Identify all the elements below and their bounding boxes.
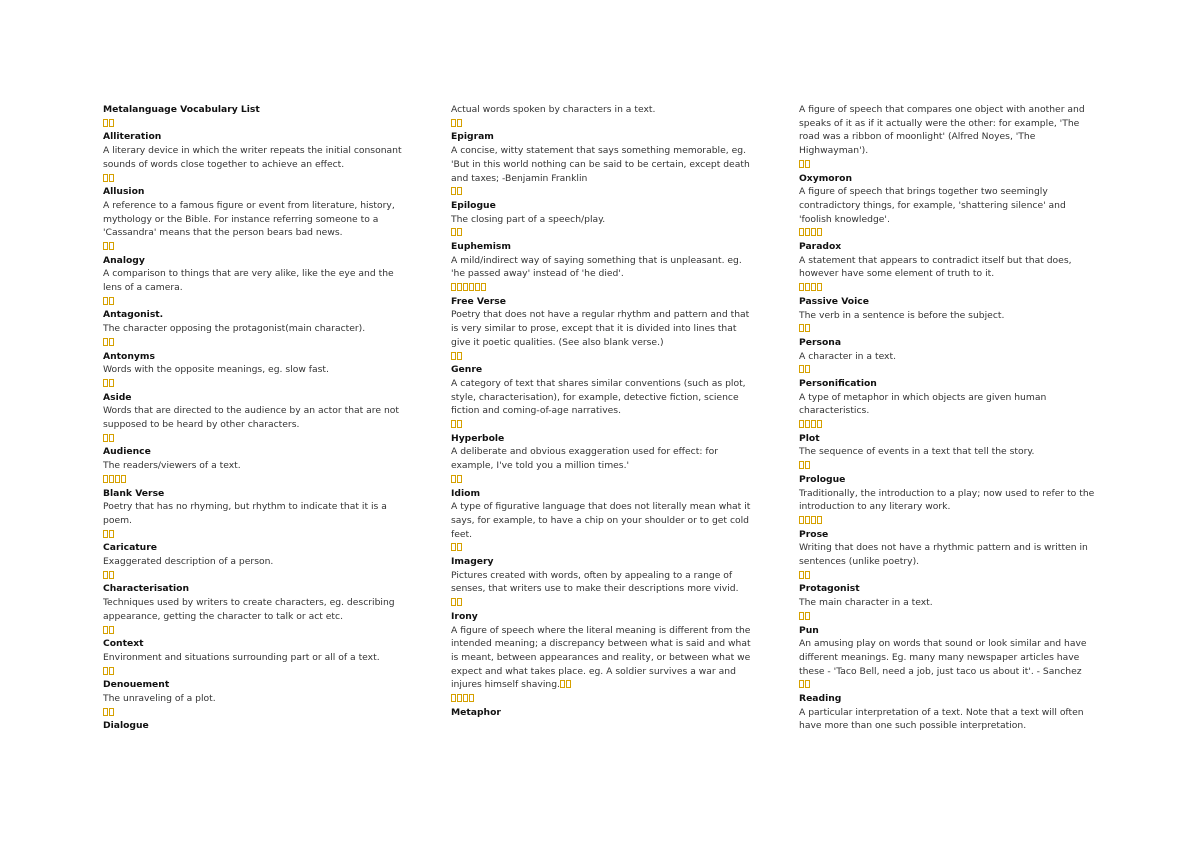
missing-glyph-icon xyxy=(457,598,462,606)
missing-glyph-icon xyxy=(817,420,822,428)
missing-glyph-icon xyxy=(109,174,114,182)
missing-glyph-icon xyxy=(121,475,126,483)
missing-glyph-icon xyxy=(799,160,804,168)
missing-glyph-icon xyxy=(109,530,114,538)
term-heading: Personification xyxy=(799,377,877,389)
term-heading: Free Verse xyxy=(451,295,506,307)
missing-glyph-icon xyxy=(103,475,108,483)
placeholder-glyphs xyxy=(451,281,751,295)
missing-glyph-icon xyxy=(463,283,468,291)
definition-text: Actual words spoken by characters in a text. xyxy=(451,104,656,115)
missing-glyph-icon xyxy=(457,187,462,195)
definition-text: Techniques used by writers to create characters, eg. describing appearance, getting the character to talk or act etc. xyxy=(103,597,395,622)
definition-text: The verb in a sentence is before the subject. xyxy=(799,309,1005,321)
missing-glyph-icon xyxy=(799,283,804,291)
term-heading: Hyperbole xyxy=(451,432,505,444)
column-2 xyxy=(451,103,751,719)
term-definition xyxy=(799,445,1099,459)
missing-glyph-icon xyxy=(799,516,804,524)
missing-glyph-icon xyxy=(457,694,462,702)
placeholder-glyphs xyxy=(799,418,1099,432)
missing-glyph-icon xyxy=(109,119,114,127)
term-definition xyxy=(799,637,1099,678)
definition-text: Words with the opposite meanings, eg. slow fast. xyxy=(103,364,329,376)
term-heading: Euphemism xyxy=(451,240,511,252)
placeholder-glyphs xyxy=(103,706,403,720)
placeholder-glyphs xyxy=(451,541,751,555)
term-definition xyxy=(103,144,403,171)
missing-glyph-icon xyxy=(799,461,804,469)
term-definition xyxy=(451,254,751,281)
term-heading: Epigram xyxy=(451,131,494,143)
placeholder-glyphs xyxy=(103,336,403,350)
missing-glyph-icon xyxy=(463,694,468,702)
term-definition xyxy=(451,308,751,349)
term-heading: Irony xyxy=(451,610,478,622)
term-heading: Alliteration xyxy=(103,131,162,143)
placeholder-glyphs xyxy=(799,610,1099,624)
term-heading: Analogy xyxy=(103,254,145,266)
definition-text: A concise, witty statement that says something memorable, eg. 'But in this world nothing can be said to be certain, except death and taxes; -Benjamin Franklin xyxy=(451,145,750,184)
missing-glyph-icon xyxy=(799,365,804,373)
missing-glyph-icon xyxy=(103,242,108,250)
definition-text: A type of metaphor in which objects are given human characteristics. xyxy=(799,391,1047,417)
term-definition xyxy=(103,199,403,240)
missing-glyph-icon xyxy=(103,667,108,675)
missing-glyph-icon xyxy=(457,283,462,291)
placeholder-glyphs xyxy=(451,473,751,487)
placeholder-glyphs xyxy=(103,295,403,309)
term-definition xyxy=(103,404,403,431)
missing-glyph-icon xyxy=(805,283,810,291)
definition-text: A literary device in which the writer repeats the initial consonant sounds of words close together to achieve an effect. xyxy=(103,145,402,170)
placeholder-glyphs xyxy=(451,350,751,364)
missing-glyph-icon xyxy=(457,352,462,360)
missing-glyph-icon xyxy=(451,475,456,483)
term-definition xyxy=(103,322,403,336)
missing-glyph-icon xyxy=(103,379,108,387)
term-definition xyxy=(103,363,403,377)
definition-text: A type of figurative language that does not literally mean what it says, for example, to have a chip on your shoulder or to get cold feet. xyxy=(451,501,751,540)
placeholder-glyphs xyxy=(799,514,1099,528)
placeholder-glyphs xyxy=(799,363,1099,377)
column-1 xyxy=(103,103,403,733)
term-heading: Reading xyxy=(799,693,842,705)
term-definition xyxy=(451,377,751,418)
placeholder-glyphs xyxy=(103,240,403,254)
missing-glyph-icon xyxy=(103,174,108,182)
term-definition xyxy=(451,445,751,472)
term-heading: Allusion xyxy=(103,186,145,198)
term-heading: Metaphor xyxy=(451,706,501,718)
term-heading: Dialogue xyxy=(103,720,149,732)
missing-glyph-icon xyxy=(451,352,456,360)
placeholder-glyphs xyxy=(799,322,1099,336)
term-definition xyxy=(451,569,751,596)
term-heading: Aside xyxy=(103,391,132,403)
missing-glyph-icon xyxy=(481,283,486,291)
missing-glyph-icon xyxy=(451,187,456,195)
term-definition xyxy=(799,487,1099,514)
term-definition xyxy=(799,391,1099,418)
definition-text: The unraveling of a plot. xyxy=(103,693,216,705)
term-definition xyxy=(103,596,403,623)
missing-glyph-icon xyxy=(799,228,804,236)
term-definition xyxy=(103,267,403,294)
missing-glyph-icon xyxy=(799,324,804,332)
missing-glyph-icon xyxy=(457,420,462,428)
missing-glyph-icon xyxy=(103,297,108,305)
term-heading: Genre xyxy=(451,364,483,376)
missing-glyph-icon xyxy=(457,475,462,483)
missing-glyph-icon xyxy=(457,119,462,127)
missing-glyph-icon xyxy=(817,283,822,291)
missing-glyph-icon xyxy=(805,160,810,168)
missing-glyph-icon xyxy=(475,283,480,291)
term-heading: Oxymoron xyxy=(799,172,852,184)
term-definition xyxy=(103,555,403,569)
term-heading: Persona xyxy=(799,336,842,348)
placeholder-glyphs xyxy=(451,117,751,131)
placeholder-glyphs xyxy=(451,226,751,240)
placeholder-glyphs xyxy=(451,418,751,432)
missing-glyph-icon xyxy=(799,571,804,579)
definition-text: The readers/viewers of a text. xyxy=(103,460,241,472)
term-definition xyxy=(103,500,403,527)
missing-glyph-icon xyxy=(109,708,114,716)
definition-text: A figure of speech that compares one object with another and speaks of it as if it actually were the other: for example, 'The road was a ribbon of moonlight' (Alfred Noyes, 'The Highwayman'). xyxy=(799,104,1085,157)
missing-glyph-icon xyxy=(109,434,114,442)
placeholder-glyphs xyxy=(799,678,1099,692)
term-heading: Antagonist. xyxy=(103,309,164,321)
term-definition xyxy=(799,706,1099,733)
term-definition xyxy=(799,254,1099,281)
term-heading: Context xyxy=(103,638,144,650)
term-definition xyxy=(103,692,403,706)
missing-glyph-icon xyxy=(451,694,456,702)
missing-glyph-icon xyxy=(457,543,462,551)
term-heading: Prose xyxy=(799,528,829,540)
term-definition xyxy=(451,103,751,117)
definition-text: A reference to a famous figure or event from literature, history, mythology or the Bible. For instance referring someone to a 'Cassandra' means that the person bears bad news. xyxy=(103,199,395,239)
missing-glyph-icon xyxy=(103,434,108,442)
missing-glyph-icon xyxy=(805,571,810,579)
missing-glyph-icon xyxy=(469,694,474,702)
term-definition xyxy=(451,500,751,541)
placeholder-glyphs xyxy=(103,117,403,131)
definition-text: An amusing play on words that sound or look similar and have different meanings. Eg. many many newspaper articles have these - 'Taco Bell, need a job, just taco us about it'. - Sanchez xyxy=(799,638,1087,677)
missing-glyph-icon xyxy=(799,420,804,428)
placeholder-glyphs xyxy=(103,528,403,542)
definition-text: A comparison to things that are very alike, like the eye and the lens of a camera. xyxy=(103,268,394,294)
placeholder-glyphs xyxy=(560,679,572,690)
placeholder-glyphs xyxy=(451,692,751,706)
placeholder-glyphs xyxy=(103,172,403,186)
term-heading: Characterisation xyxy=(103,583,190,595)
missing-glyph-icon xyxy=(805,228,810,236)
term-heading: Protagonist xyxy=(799,583,860,595)
term-heading: Audience xyxy=(103,446,151,458)
term-heading: Blank Verse xyxy=(103,487,165,499)
term-definition xyxy=(799,185,1099,226)
term-definition xyxy=(451,624,751,693)
missing-glyph-icon xyxy=(451,228,456,236)
definition-text: Poetry that does not have a regular rhythm and pattern and that is very similar to prose, except that it is divided into lines that give it poetic qualities. (See also blank verse.) xyxy=(451,309,750,348)
placeholder-glyphs xyxy=(103,473,403,487)
definition-text: A figure of speech where the literal meaning is different from the intended meaning; a discrepancy between what is said and what is meant, between appearances and reality, or between what we expect and what takes place. eg. A soldier survives a war and injures himself shaving. xyxy=(451,624,751,691)
missing-glyph-icon xyxy=(805,324,810,332)
definition-text: A category of text that shares similar conventions (such as plot, style, characterisation), for example, detective fiction, science fiction and coming-of-age narratives. xyxy=(451,377,746,417)
missing-glyph-icon xyxy=(103,708,108,716)
missing-glyph-icon xyxy=(805,516,810,524)
missing-glyph-icon xyxy=(115,475,120,483)
missing-glyph-icon xyxy=(805,365,810,373)
term-heading: Caricature xyxy=(103,542,157,554)
term-definition xyxy=(103,651,403,665)
definition-text: Poetry that has no rhyming, but rhythm to indicate that it is a poem. xyxy=(103,501,387,526)
missing-glyph-icon xyxy=(811,516,816,524)
missing-glyph-icon xyxy=(451,119,456,127)
definition-text: A deliberate and obvious exaggeration used for effect: for example, I've told you a million times.' xyxy=(451,446,718,472)
term-definition xyxy=(103,459,403,473)
term-heading: Prologue xyxy=(799,473,846,485)
term-heading: Plot xyxy=(799,432,820,444)
missing-glyph-icon xyxy=(805,612,810,620)
missing-glyph-icon xyxy=(109,475,114,483)
definition-text: The closing part of a speech/play. xyxy=(451,213,606,225)
missing-glyph-icon xyxy=(805,680,810,688)
term-definition xyxy=(451,144,751,185)
term-definition xyxy=(799,350,1099,364)
term-definition xyxy=(799,103,1099,158)
term-heading: Passive Voice xyxy=(799,295,869,307)
definition-text: Environment and situations surrounding part or all of a text. xyxy=(103,651,380,663)
missing-glyph-icon xyxy=(109,571,114,579)
term-heading: Pun xyxy=(799,624,819,636)
missing-glyph-icon xyxy=(451,598,456,606)
term-definition xyxy=(799,541,1099,568)
definition-text: A character in a text. xyxy=(799,350,897,362)
definition-text: A mild/indirect way of saying something that is unpleasant. eg. 'he passed away' instead of 'he died'. xyxy=(451,254,742,280)
missing-glyph-icon xyxy=(811,420,816,428)
missing-glyph-icon xyxy=(109,338,114,346)
missing-glyph-icon xyxy=(469,283,474,291)
placeholder-glyphs xyxy=(799,281,1099,295)
missing-glyph-icon xyxy=(103,119,108,127)
definition-text: A statement that appears to contradict itself but that does, however have some element of truth to it. xyxy=(799,254,1072,280)
definition-text: Words that are directed to the audience by an actor that are not supposed to be heard by other characters. xyxy=(103,405,399,431)
definition-text: A particular interpretation of a text. Note that a text will often have more than one such possible interpretation. xyxy=(799,706,1084,732)
definition-text: A figure of speech that brings together two seemingly contradictory things, for example, 'shattering silence' and 'foolish knowledge'. xyxy=(799,186,1066,225)
missing-glyph-icon xyxy=(560,680,565,688)
document-title: Metalanguage Vocabulary List xyxy=(103,104,260,115)
missing-glyph-icon xyxy=(799,680,804,688)
missing-glyph-icon xyxy=(103,530,108,538)
column-3 xyxy=(799,103,1099,733)
missing-glyph-icon xyxy=(451,420,456,428)
missing-glyph-icon xyxy=(799,612,804,620)
term-heading: Imagery xyxy=(451,556,494,568)
missing-glyph-icon xyxy=(457,228,462,236)
placeholder-glyphs xyxy=(451,596,751,610)
placeholder-glyphs xyxy=(103,569,403,583)
term-heading: Epilogue xyxy=(451,199,496,211)
definition-text: The main character in a text. xyxy=(799,597,933,609)
placeholder-glyphs xyxy=(103,377,403,391)
missing-glyph-icon xyxy=(805,461,810,469)
term-heading: Idiom xyxy=(451,487,481,499)
missing-glyph-icon xyxy=(451,543,456,551)
missing-glyph-icon xyxy=(109,297,114,305)
placeholder-glyphs xyxy=(799,569,1099,583)
missing-glyph-icon xyxy=(817,228,822,236)
placeholder-glyphs xyxy=(103,624,403,638)
placeholder-glyphs xyxy=(799,158,1099,172)
placeholder-glyphs xyxy=(451,185,751,199)
placeholder-glyphs xyxy=(103,432,403,446)
missing-glyph-icon xyxy=(109,626,114,634)
term-definition xyxy=(451,213,751,227)
term-definition xyxy=(799,596,1099,610)
missing-glyph-icon xyxy=(103,571,108,579)
term-definition xyxy=(799,309,1099,323)
missing-glyph-icon xyxy=(109,242,114,250)
term-heading: Antonyms xyxy=(103,350,155,362)
missing-glyph-icon xyxy=(566,680,571,688)
placeholder-glyphs xyxy=(799,459,1099,473)
definition-text: Traditionally, the introduction to a play; now used to refer to the introduction to any literary work. xyxy=(799,487,1095,513)
placeholder-glyphs xyxy=(103,665,403,679)
definition-text: Writing that does not have a rhythmic pattern and is written in sentences (unlike poetry). xyxy=(799,542,1088,568)
missing-glyph-icon xyxy=(103,626,108,634)
definition-text: The sequence of events in a text that tell the story. xyxy=(799,446,1035,458)
definition-text: Exaggerated description of a person. xyxy=(103,556,274,568)
definition-text: The character opposing the protagonist(main character). xyxy=(103,323,366,335)
missing-glyph-icon xyxy=(811,228,816,236)
term-heading: Paradox xyxy=(799,241,842,252)
definition-text: Pictures created with words, often by appealing to a range of senses, that writers use to make their descriptions more vivid. xyxy=(451,569,739,595)
term-heading: Denouement xyxy=(103,679,170,691)
missing-glyph-icon xyxy=(109,379,114,387)
placeholder-glyphs xyxy=(799,226,1099,240)
missing-glyph-icon xyxy=(817,516,822,524)
missing-glyph-icon xyxy=(811,283,816,291)
missing-glyph-icon xyxy=(451,283,456,291)
missing-glyph-icon xyxy=(109,667,114,675)
missing-glyph-icon xyxy=(103,338,108,346)
missing-glyph-icon xyxy=(805,420,810,428)
